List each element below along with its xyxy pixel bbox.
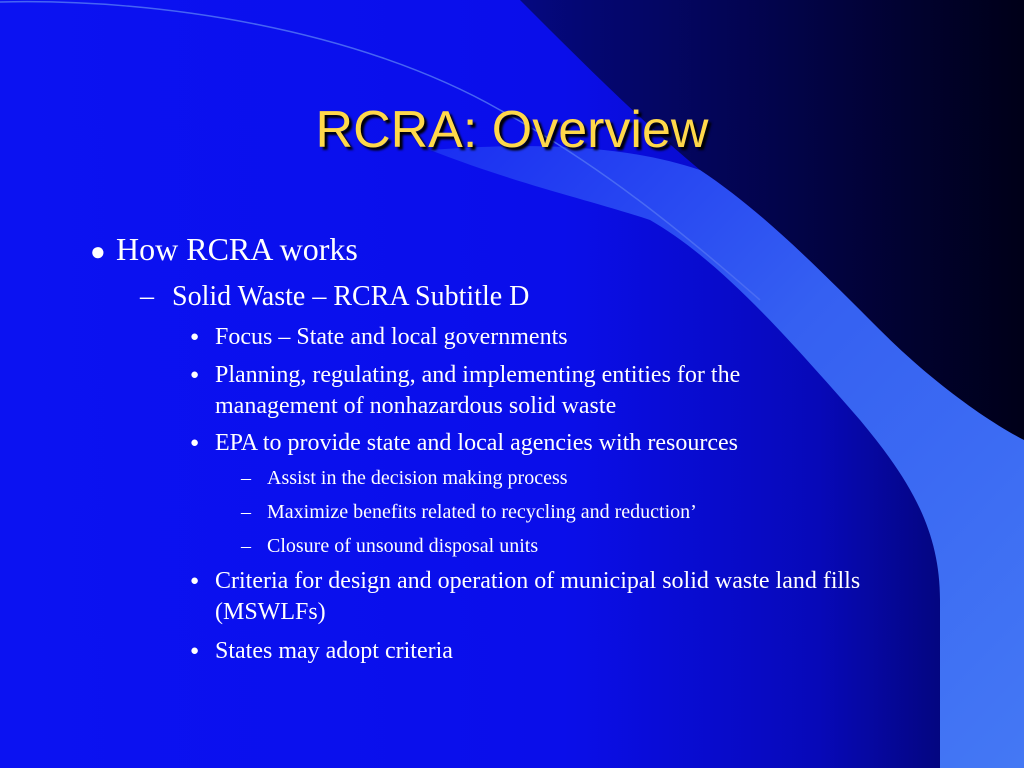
dash-marker: –: [241, 467, 251, 489]
bullet-text: EPA to provide state and local agencies with resources: [215, 430, 738, 456]
dash-marker: –: [140, 281, 154, 312]
bullet-text: How RCRA works: [116, 231, 358, 267]
bullet-text: Solid Waste – RCRA Subtitle D: [172, 281, 530, 312]
bullet-focus: [190, 322, 905, 356]
bullet-text: Planning, regulating, and implementing entities for the management of nonhazardous solid waste: [215, 362, 741, 419]
bullet-marker: ●: [190, 643, 200, 659]
bullet-marker: ●: [190, 435, 200, 451]
bullet-text: Assist in the decision making process: [267, 467, 568, 489]
sub-bullet-maximize: [241, 499, 697, 525]
slide-title: RCRA: Overview: [315, 101, 709, 159]
bullet-epa-resources: [190, 428, 905, 462]
dash-marker: –: [241, 501, 251, 523]
dash-marker: –: [241, 535, 251, 557]
bullet-states-adopt: [190, 636, 905, 670]
bullet-text: Maximize benefits related to recycling and reduction’: [267, 501, 697, 523]
bullet-marker: ●: [190, 573, 200, 589]
sub-bullet-closure: [241, 533, 538, 559]
bullet-text: Closure of unsound disposal units: [267, 535, 539, 557]
bullet-planning: [190, 360, 855, 422]
bullet-marker: ●: [190, 329, 200, 345]
bullet-text: Criteria for design and operation of municipal solid waste land fills (MSWLFs): [215, 568, 861, 625]
bullet-text: Focus – State and local governments: [215, 324, 568, 350]
bullet-marker: ●: [90, 237, 106, 266]
bullet-solid-waste: [140, 279, 529, 315]
bullet-marker: ●: [190, 367, 200, 383]
bullet-criteria: [190, 566, 895, 628]
bullet-text: States may adopt criteria: [215, 638, 453, 664]
sub-bullet-assist: [241, 465, 568, 491]
bullet-how-rcra-works: [90, 229, 358, 272]
